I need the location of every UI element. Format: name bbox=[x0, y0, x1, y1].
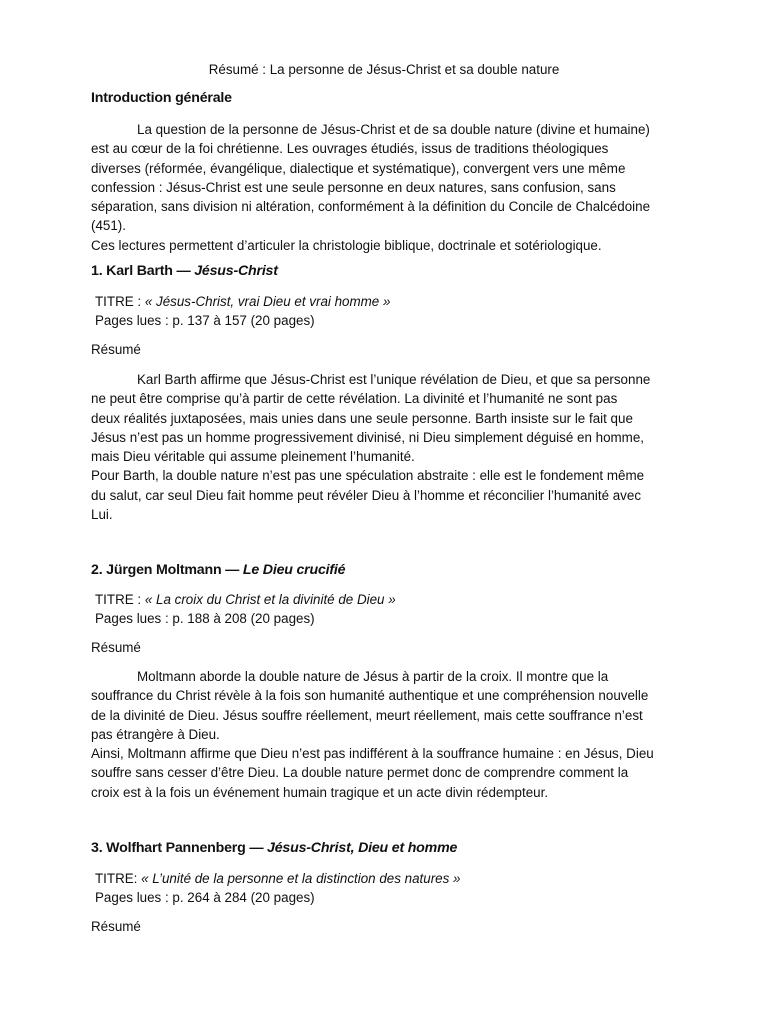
section-heading-work: Jésus-Christ, Dieu et homme bbox=[267, 840, 458, 856]
titre-line bbox=[95, 292, 390, 311]
paragraph-line: Moltmann aborde la double nature de Jésus à partir de la croix. Il montre que la bbox=[137, 669, 609, 684]
paragraph-line: croix est à la fois un événement humain tragique et un acte divin rédempteur. bbox=[91, 784, 549, 800]
section-summary-barth bbox=[91, 370, 686, 524]
paragraph-line: La question de la personne de Jésus-Christ et de sa double nature (divine et humaine) bbox=[137, 122, 650, 137]
paragraph-line: diverses (réformée, évangélique, dialectique et systématique), convergent vers une même bbox=[91, 160, 626, 176]
paragraph-line: (451). bbox=[91, 218, 126, 234]
paragraph-line: pas étrangère à Dieu. bbox=[91, 726, 220, 742]
paragraph-line: souffrance du Christ révèle à la fois son humanité authentique et une compréhension nouvelle bbox=[91, 688, 649, 704]
titre-line bbox=[95, 869, 461, 888]
section-meta-moltmann bbox=[95, 590, 396, 629]
paragraph-line: deux réalités juxtaposées, mais unies dans une seule personne. Barth insiste sur le fait que bbox=[91, 410, 633, 426]
paragraph-line: du salut, car seul Dieu fait homme peut révéler Dieu à l’homme et réconcilier l’humanité avec bbox=[91, 487, 642, 503]
section-meta-pannenberg bbox=[95, 869, 461, 908]
paragraph-line: Karl Barth affirme que Jésus-Christ est l’unique révélation de Dieu, et que sa personne bbox=[137, 372, 651, 387]
section-heading-work: Jésus-Christ bbox=[194, 263, 278, 279]
titre-label: TITRE : bbox=[95, 592, 145, 607]
paragraph-line: confession : Jésus-Christ est une seule personne en deux natures, sans confusion, sans bbox=[91, 179, 616, 195]
section-heading-work: Le Dieu crucifié bbox=[242, 562, 346, 578]
section-heading-prefix: 1. Karl Barth — bbox=[91, 263, 195, 279]
document-title: Résumé : La personne de Jésus-Christ et sa double nature bbox=[208, 62, 560, 77]
paragraph-line: est au cœur de la foi chrétienne. Les ouvrages étudiés, issus de traditions théologiques bbox=[91, 141, 609, 157]
section-meta-barth bbox=[95, 292, 390, 331]
resume-label: Résumé bbox=[91, 919, 141, 934]
section-summary-moltmann bbox=[91, 667, 686, 802]
pages-read: Pages lues : p. 137 à 157 (20 pages) bbox=[95, 313, 315, 329]
paragraph-line: Jésus n’est pas un homme progressivement divinisé, ni Dieu simplement déguisé en homme, bbox=[91, 429, 645, 445]
section-heading-prefix: 2. Jürgen Moltmann — bbox=[91, 562, 243, 578]
section-heading-prefix: 3. Wolfhart Pannenberg — bbox=[91, 840, 268, 856]
paragraph-line: Pour Barth, la double nature n’est pas une spéculation abstraite : elle est le fondement même bbox=[91, 468, 645, 484]
resume-label: Résumé bbox=[91, 342, 141, 357]
resume-label: Résumé bbox=[91, 640, 141, 655]
paragraph-line: de la divinité de Dieu. Jésus souffre réellement, meurt réellement, mais cette souffrance n’est bbox=[91, 707, 643, 723]
titre-value: « La croix du Christ et la divinité de Dieu » bbox=[144, 592, 396, 607]
titre-label: TITRE: bbox=[95, 871, 142, 886]
section-heading-barth bbox=[91, 261, 278, 281]
intro-paragraph bbox=[91, 120, 686, 255]
paragraph-line: mais Dieu véritable qui assume pleinement l’humanité. bbox=[91, 449, 415, 465]
titre-value: « L’unité de la personne et la distinction des natures » bbox=[141, 871, 461, 886]
pages-read: Pages lues : p. 188 à 208 (20 pages) bbox=[95, 611, 315, 627]
titre-line bbox=[95, 590, 396, 609]
paragraph-line: séparation, sans division ni altération, conformément à la définition du Concile de Chalcédoine bbox=[91, 199, 651, 215]
paragraph-line: souffre sans cesser d’être Dieu. La double nature permet donc de comprendre comment la bbox=[91, 765, 629, 781]
section-heading-pannenberg bbox=[91, 838, 457, 858]
paragraph-line: Ainsi, Moltmann affirme que Dieu n’est pas indifférent à la souffrance humaine : en Jésus, Dieu bbox=[91, 746, 654, 762]
intro-heading: Introduction générale bbox=[91, 90, 232, 106]
titre-label: TITRE : bbox=[95, 294, 145, 309]
section-heading-moltmann bbox=[91, 560, 345, 580]
paragraph-line: Lui. bbox=[91, 507, 113, 523]
pages-read: Pages lues : p. 264 à 284 (20 pages) bbox=[95, 890, 315, 906]
paragraph-line: ne peut être comprise qu’à partir de cette révélation. La divinité et l’humanité ne sont pas bbox=[91, 391, 618, 407]
titre-value: « Jésus-Christ, vrai Dieu et vrai homme » bbox=[144, 294, 391, 309]
paragraph-line: Ces lectures permettent d’articuler la christologie biblique, doctrinale et sotériologique. bbox=[91, 237, 602, 253]
